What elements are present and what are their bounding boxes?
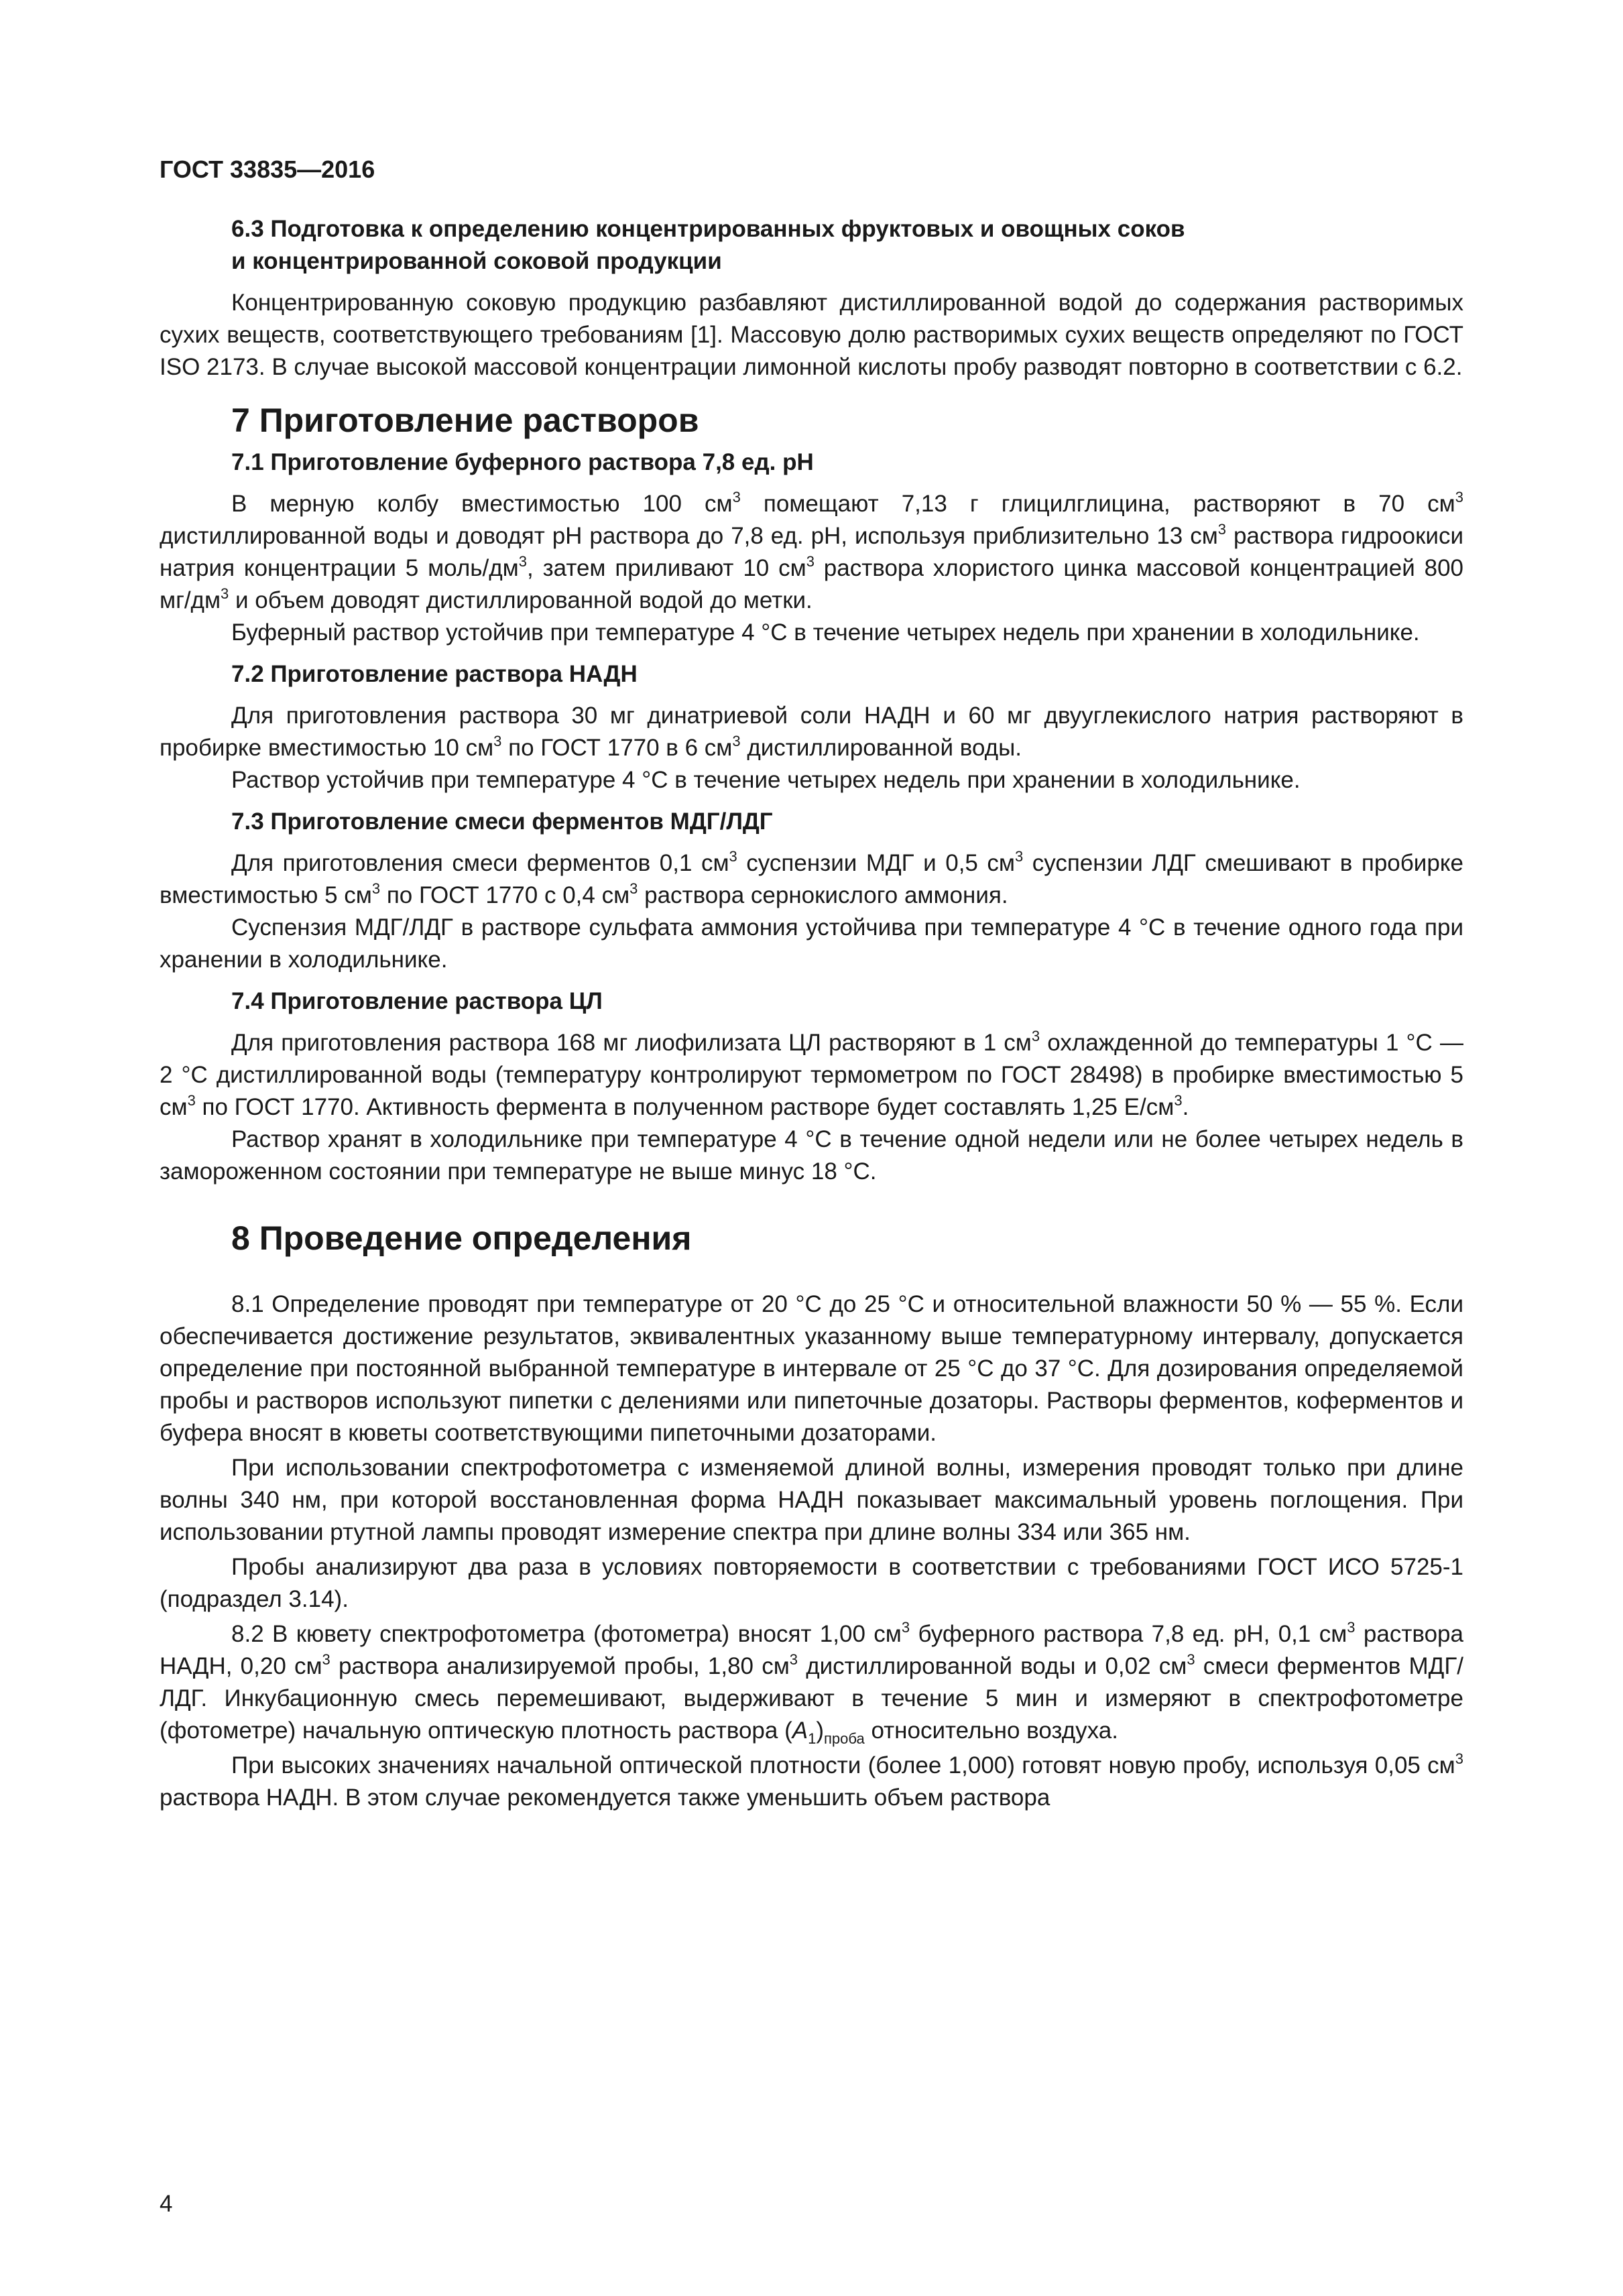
section-8-1-paragraph-3: Пробы анализируют два раза в условиях повторяемости в соответствии с требованиями ГОСТ ИСО 5725-1 (подраздел 3.14). (160, 1554, 1463, 1612)
section-7-2-paragraph-2: Раствор устойчив при температуре 4 °C в течение четырех недель при хранении в холодильнике. (231, 767, 1301, 793)
section-7-4-paragraph-1: Для приготовления раствора 168 мг лиофилизата ЦЛ растворяют в 1 $см^3$ охлажденной до температуры 1 °C — 2 °C дистиллированной воды (температуру контролируют термометром по ГОСТ 28498) в пробирке вместимостью 5 $см^3$ по ГОСТ 1770. Активность фермента в полученном растворе будет составлять 1,25 $Е/см^3$. (160, 1028, 1463, 1120)
section-8-2-paragraph-2: При высоких значениях начальной оптической плотности (более 1,000) готовят новую пробу, используя 0,05 $см^3$ раствора НАДН. В этом случае рекомендуется также уменьшить объем раствора (160, 1750, 1463, 1811)
section-7-1-paragraph-1: В мерную колбу вместимостью 100 $см^3$ помещают 7,13 г глицилглицина, растворяют в 70 $см^3$ дистиллированной воды и доводят pH раствора до 7,8 ед. pH, используя приблизительно 13 $см^3$ раствора гидроокиси натрия концентрации 5 моль/$дм^3$, затем приливают 10 $см^3$ раствора хлористого цинка массовой концентрацией 800 $мг/дм^3$ и объем доводят дистиллированной водой до метки. (160, 489, 1464, 613)
section-7-4-paragraph-2: Раствор хранят в холодильнике при температуре 4 °C в течение одной недели или не более четырех недель в замороженном состоянии при температуре не выше минус 18 °C. (160, 1126, 1463, 1185)
page-number: 4 (160, 2191, 173, 2217)
section-6-3-title-line2: и концентрированной соковой продукции (231, 248, 722, 274)
section-7-1-title: 7.1 Приготовление буферного раствора 7,8 ед. pH (231, 449, 814, 475)
section-7-3-title: 7.3 Приготовление смеси ферментов МДГ/ЛДГ (231, 808, 773, 835)
section-8-1-paragraph-2: При использовании спектрофотометра с изменяемой длиной волны, измерения проводят только при длине волны 340 нм, при которой восстановленная форма НАДН показывает максимальный уровень поглощения. При использовании ртутной лампы проводят измерение спектра при длине волны 334 или 365 нм. (160, 1455, 1463, 1545)
section-8-title: 8 Проведение определения (231, 1219, 692, 1257)
section-7-4-title: 7.4 Приготовление раствора ЦЛ (231, 988, 603, 1014)
page-content (160, 213, 1463, 1814)
section-6-3-title (160, 213, 1463, 278)
section-6-3-title-line1: 6.3 Подготовка к определению концентрированных фруктовых и овощных соков (231, 216, 1185, 242)
section-8-2-paragraph-1: 8.2 В кювету спектрофотометра (фотометра) вносят 1,00 $см^3$ буферного раствора 7,8 ед. pH, 0,1 $см^3$ раствора НАДН, 0,20 $см^3$ раствора анализируемой пробы, 1,80 $см^3$ дистиллированной воды и 0,02 $см^3$ смеси ферментов МДГ/ЛДГ. Инкубационную смесь перемешивают, выдерживают в течение 5 мин и измеряют в спектрофотометре (фотометре) начальную оптическую плотность раствора $(A_1)_{проба}$ относительно воздуха. (160, 1619, 1463, 1747)
section-6-3-text: Концентрированную соковую продукцию разбавляют дистиллированной водой до содержания растворимых сухих веществ, соответствующего требованиям [1]. Массовую долю растворимых сухих веществ определяют по ГОСТ ISO 2173. В случае высокой массовой концентрации лимонной кислоты пробу разводят повторно в соответствии с 6.2. (160, 290, 1463, 380)
section-8-1-paragraph-1: 8.1 Определение проводят при температуре от 20 °C до 25 °C и относительной влажности 50 % — 55 %. Если обеспечивается достижение результатов, эквивалентных указанному выше температурному интервалу, допускается определение при постоянной выбранной температуре в интервале от 25 °C до 37 °C. Для дозирования определяемой пробы и растворов используют пипетки с делениями или пипеточные дозаторы. Растворы ферментов, коферментов и буфера вносят в кюветы соответствующими пипеточными дозаторами. (160, 1291, 1463, 1446)
section-7-2-paragraph-1: Для приготовления раствора 30 мг динатриевой соли НАДН и 60 мг двууглекислого натрия растворяют в пробирке вместимостью 10 $см^3$ по ГОСТ 1770 в 6 $см^3$ дистиллированной воды. (160, 703, 1463, 761)
section-7-title: 7 Приготовление растворов (231, 402, 699, 439)
document-page (160, 0, 1463, 2296)
section-7-2-title: 7.2 Приготовление раствора НАДН (231, 661, 638, 687)
section-7-3-paragraph-2: Суспензия МДГ/ЛДГ в растворе сульфата аммония устойчива при температуре 4 °C в течение одного года при хранении в холодильнике. (160, 914, 1463, 973)
section-7-3-paragraph-1: Для приготовления смеси ферментов 0,1 $см^3$ суспензии МДГ и 0,5 $см^3$ суспензии ЛДГ смешивают в пробирке вместимостью 5 $см^3$ по ГОСТ 1770 с 0,4 $см^3$ раствора сернокислого аммония. (160, 848, 1463, 908)
document-code: ГОСТ 33835—2016 (160, 156, 375, 183)
section-7-1-paragraph-2: Буферный раствор устойчив при температуре 4 °C в течение четырех недель при хранении в холодильнике. (231, 619, 1420, 646)
